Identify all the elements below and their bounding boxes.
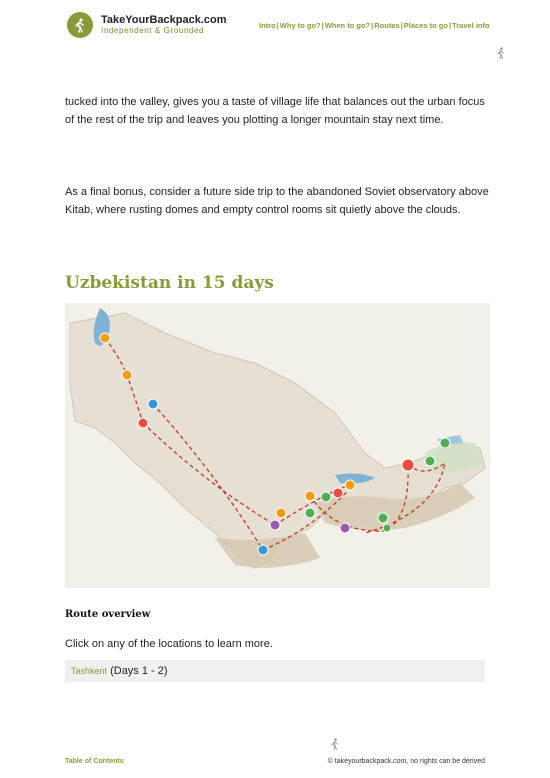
nav-when-to-go[interactable]: When to go?: [324, 21, 371, 30]
nav-routes[interactable]: Routes: [374, 21, 400, 30]
map-marker[interactable]: [138, 418, 148, 428]
page-header: [0, 0, 550, 62]
map-marker[interactable]: [100, 333, 110, 343]
map-marker[interactable]: [402, 459, 414, 471]
logo-hiker-icon[interactable]: [67, 12, 93, 38]
route-instruction: Click on any of the locations to learn more.: [65, 638, 273, 650]
nav-separator: |: [371, 21, 374, 30]
map-marker[interactable]: [321, 492, 331, 502]
route-item-link[interactable]: Tashkent: [71, 666, 108, 676]
copyright-notice: © takeyourbackpack.com, no rights can be derived: [327, 758, 485, 765]
nav-separator: |: [276, 21, 279, 30]
map-marker[interactable]: [340, 523, 350, 533]
paragraph-valley: tucked into the valley, gives you a taste of village life that balances out the urban focus of the rest of the trip and leaves you plotting a longer mountain stay next time.: [65, 96, 485, 126]
route-overview-heading: Route overview: [65, 609, 151, 620]
map-marker[interactable]: [276, 508, 286, 518]
map-marker[interactable]: [258, 545, 268, 555]
nav-intro[interactable]: Intro: [259, 21, 276, 30]
map-marker[interactable]: [305, 508, 315, 518]
nav-places-to-go[interactable]: Places to go: [403, 21, 448, 30]
route-item-tashkent[interactable]: [65, 660, 485, 682]
map-marker[interactable]: [425, 456, 435, 466]
map-marker[interactable]: [378, 513, 388, 523]
map-marker[interactable]: [440, 438, 450, 448]
hiker-icon: [330, 737, 340, 755]
map-marker[interactable]: [383, 524, 391, 532]
map-marker[interactable]: [345, 480, 355, 490]
map-marker[interactable]: [148, 399, 158, 409]
map-marker[interactable]: [122, 370, 132, 380]
map-graphic: [65, 303, 490, 588]
nav-separator: |: [448, 21, 452, 30]
nav-why-to-go[interactable]: Why to go?: [279, 21, 321, 30]
nav-separator: |: [321, 21, 324, 30]
nav-separator: |: [400, 21, 403, 30]
hiker-icon: [496, 46, 506, 64]
route-map[interactable]: [65, 303, 490, 588]
section-title: Uzbekistan in 15 days: [65, 273, 274, 293]
logo-subtitle: Independent & Grounded: [101, 26, 205, 35]
logo-title[interactable]: TakeYourBackpack.com: [101, 14, 227, 26]
paragraph-observatory: As a final bonus, consider a future side trip to the abandoned Soviet observatory above Kitab, where rusting domes and empty control rooms sit quietly above the clouds.: [65, 186, 489, 216]
table-of-contents-link[interactable]: Table of Contents: [65, 758, 124, 765]
map-marker[interactable]: [305, 491, 315, 501]
top-navigation: [259, 21, 490, 30]
map-marker[interactable]: [270, 520, 280, 530]
nav-travel-info[interactable]: Travel info: [452, 21, 490, 30]
route-item-days: (Days 1 - 2): [107, 665, 168, 677]
map-marker[interactable]: [333, 488, 343, 498]
